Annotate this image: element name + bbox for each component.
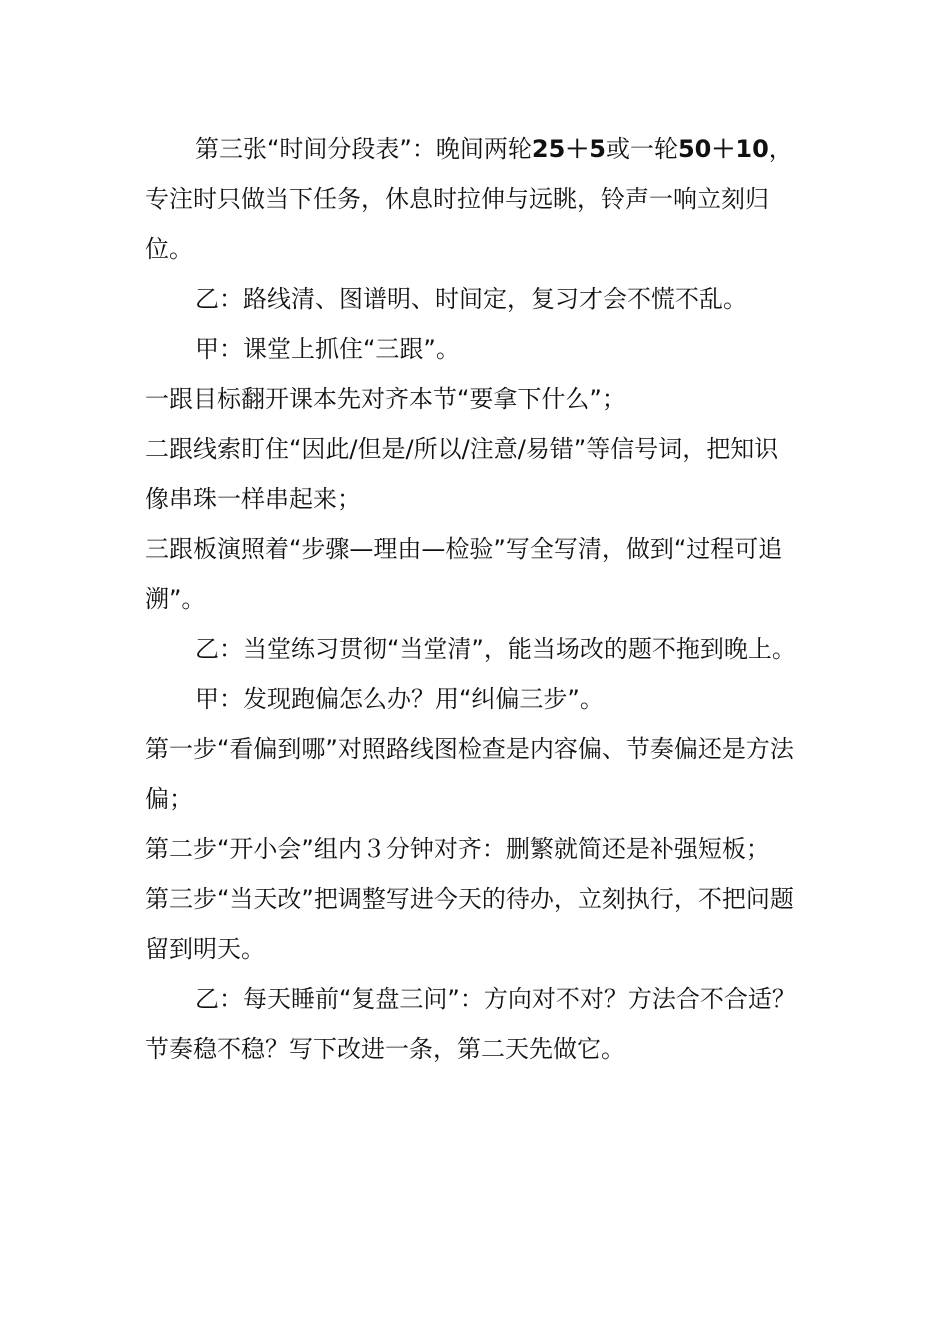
paragraph: 甲：发现跑偏怎么办？用“纠偏三步”。 [195, 685, 604, 713]
paragraph: 三跟板演照着“步骤—理由—检验”写全写清，做到“过程可追溯”。 [145, 535, 783, 613]
paragraph-segment: 第三张“时间分段表”：晚间两轮 [195, 135, 532, 163]
paragraph-time-schedule [145, 124, 800, 274]
paragraph-segment: 或一轮 [605, 135, 678, 163]
paragraph-segment: ，专注时只做当下任务，休息时拉伸与远眺，铃声一响立刻归位。 [145, 135, 793, 263]
paragraph: 乙：每天睡前“复盘三问”：方向对不对？方法合不合适？节奏稳不稳？写下改进一条，第二天先做它。 [145, 985, 796, 1063]
paragraph-segment-bold: 25＋5 [531, 135, 606, 163]
document-body [145, 124, 800, 1074]
paragraph: 第三步“当天改”把调整写进今天的待办，立刻执行，不把问题留到明天。 [145, 885, 794, 963]
paragraph: 一跟目标翻开课本先对齐本节“要拿下什么”； [145, 385, 626, 413]
paragraph: 第一步“看偏到哪”对照路线图检查是内容偏、节奏偏还是方法偏； [145, 735, 794, 813]
paragraph: 乙：路线清、图谱明、时间定，复习才会不慌不乱。 [195, 285, 747, 313]
paragraph: 甲：课堂上抓住“三跟”。 [195, 335, 460, 363]
paragraph: 乙：当堂练习贯彻“当堂清”，能当场改的题不拖到晚上。 [195, 635, 796, 663]
paragraph-segment-bold: 50＋10 [677, 135, 769, 163]
paragraph: 二跟线索盯住“因此/但是/所以/注意/易错”等信号词，把知识像串珠一样串起来； [145, 435, 779, 513]
paragraph: 第二步“开小会”组内３分钟对齐：删繁就简还是补强短板； [145, 835, 770, 863]
